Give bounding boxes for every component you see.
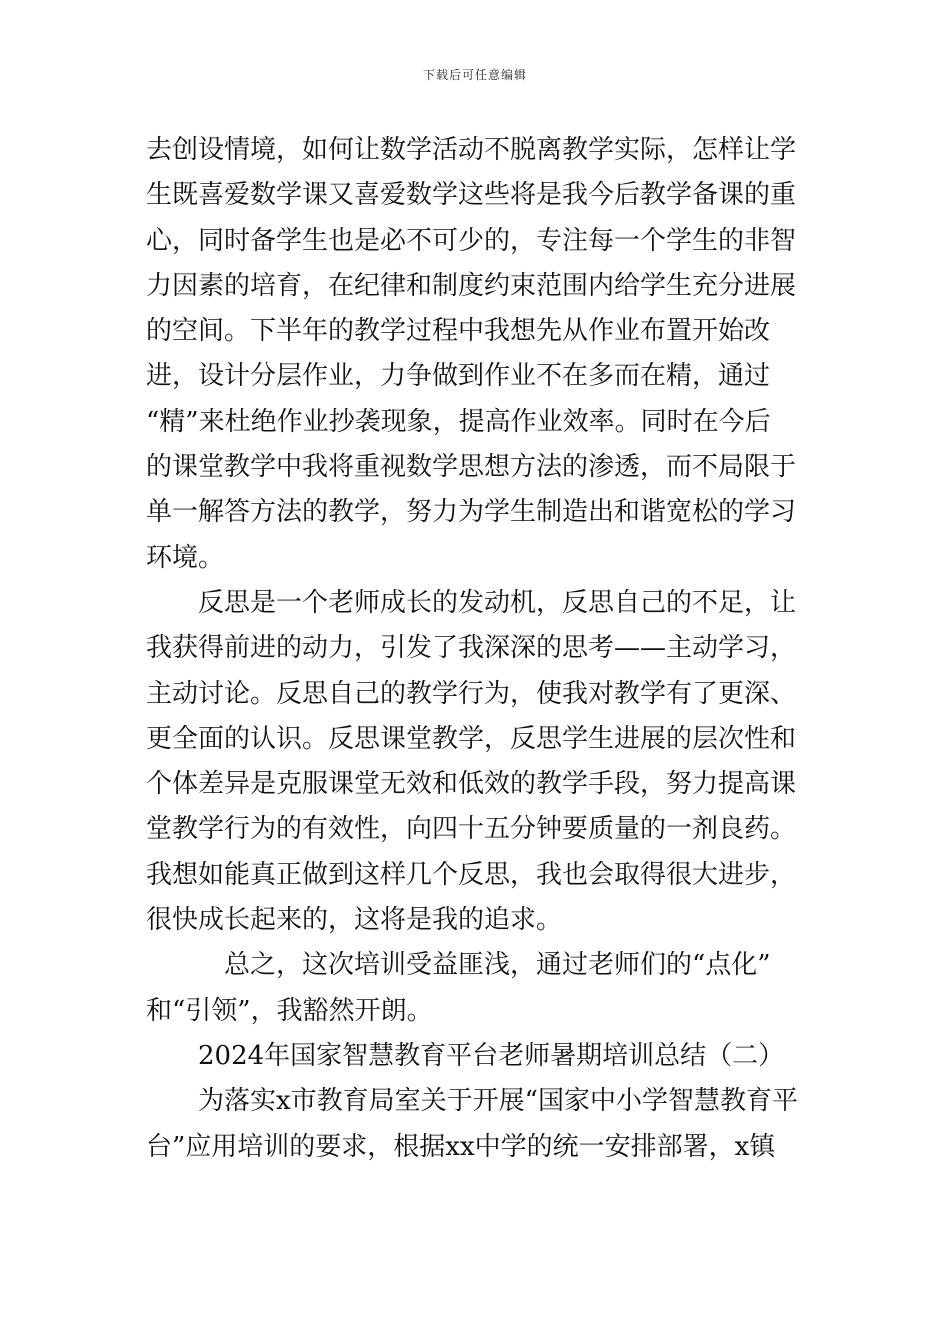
paragraph-start-line: 反思是一个老师成长的发动机，反思自己的不足，让	[198, 587, 797, 618]
text-line: 单一解答方法的教学，努力为学生制造出和谐宽松的学习	[146, 497, 797, 528]
paragraph-start-line: 总之，这次培训受益匪浅，通过老师们的“点化”	[224, 950, 771, 981]
text-line: 心，同时备学生也是必不可少的，专注每一个学生的非智	[146, 225, 797, 256]
text-line: 的课堂教学中我将重视数学思想方法的渗透，而不局限于	[146, 452, 797, 483]
text-line: 个体差异是克服课堂无效和低效的教学手段，努力提高课	[146, 769, 797, 800]
section-title: 2024年国家智慧教育平台老师暑期培训总结（二）	[198, 1040, 785, 1071]
text-line: 进，设计分层作业，力争做到作业不在多而在精，通过	[146, 361, 771, 392]
text-line: 我想如能真正做到这样几个反思，我也会取得很大进步，	[146, 859, 797, 890]
text-line: 主动讨论。反思自己的教学行为，使我对教学有了更深、	[146, 678, 797, 709]
text-line: 去创设情境，如何让数学活动不脱离教学实际，怎样让学	[146, 135, 797, 165]
text-line: 很快成长起来的，这将是我的追求。	[146, 905, 563, 936]
page-header: 下载后可任意编辑	[422, 68, 527, 82]
text-line: 和“引领”，我豁然开朗。	[146, 995, 433, 1026]
text-line: 台”应用培训的要求，根据xx中学的统一安排部署，x镇	[146, 1131, 776, 1162]
text-line: 堂教学行为的有效性，向四十五分钟要质量的一剂良药。	[146, 814, 797, 845]
text-line: 的空间。下半年的教学过程中我想先从作业布置开始改	[146, 316, 771, 347]
text-line: 生既喜爱数学课又喜爱数学这些将是我今后教学备课的重	[146, 180, 797, 211]
text-line: 力因素的培育，在纪律和制度约束范围内给学生充分进展	[146, 270, 797, 301]
text-line: 更全面的认识。反思课堂教学，反思学生进展的层次性和	[146, 723, 797, 754]
text-line: 环境。	[146, 542, 225, 573]
paragraph-start-line: 为落实x市教育局室关于开展“国家中小学智慧教育平	[198, 1086, 798, 1117]
document-body	[146, 128, 806, 1170]
text-line: 我获得前进的动力，引发了我深深的思考——主动学习，	[146, 633, 797, 664]
text-line: “精”来杜绝作业抄袭现象，提高作业效率。同时在今后	[146, 406, 771, 437]
